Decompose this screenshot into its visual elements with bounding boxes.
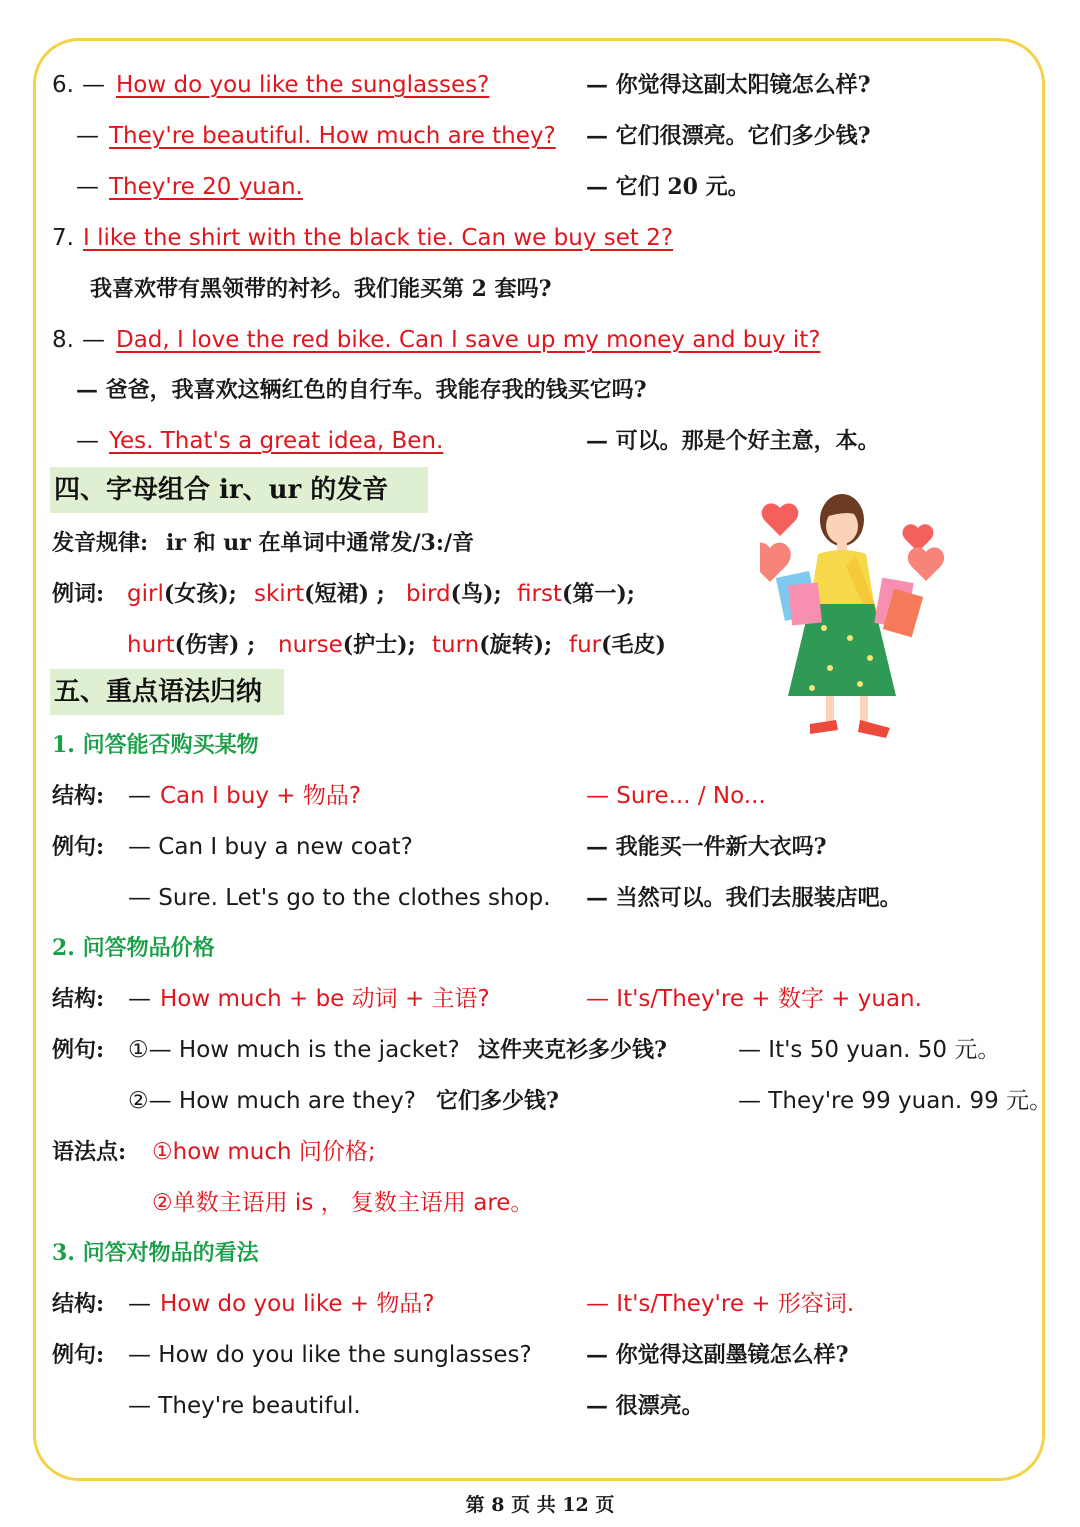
point2-struct-label: 结构: <box>52 986 105 1012</box>
point2-ex1-a: — It's 50 yuan. 50 元。 <box>738 1037 1001 1063</box>
rule-label: 发音规律: <box>52 530 149 556</box>
point1-title: 1. 问答能否购买某物 <box>52 732 259 758</box>
section5-heading: 五、重点语法归纳 <box>54 677 263 707</box>
point2-ex1-q: ①— How much is the jacket? <box>128 1037 460 1063</box>
example-word: first(第一); <box>517 581 635 607</box>
q6-dash-1: — <box>82 72 105 98</box>
section4-heading: 四、字母组合 ir、ur 的发音 <box>54 475 389 505</box>
q7-cn: 我喜欢带有黑领带的衬衫。我们能买第 2 套吗? <box>90 276 552 302</box>
q8-line2-cn: — 爸爸，我喜欢这辆红色的自行车。我能存我的钱买它吗? <box>76 377 647 403</box>
point2-ex2-a: — They're 99 yuan. 99 元。 <box>738 1088 1053 1114</box>
point3-ex-a-cn: — 很漂亮。 <box>586 1393 704 1419</box>
examples-label: 例词: <box>52 581 105 607</box>
shopping-girl-illustration <box>760 488 950 748</box>
q6-number: 6. <box>52 72 74 98</box>
example-word: skirt(短裙) ; <box>254 581 385 607</box>
point3-struct-q: How do you like + 物品? <box>160 1291 435 1317</box>
point3-struct-label: 结构: <box>52 1291 105 1317</box>
q8-line3-en: Yes. That's a great idea, Ben. <box>109 428 444 454</box>
point3-ex-q-cn: — 你觉得这副墨镜怎么样? <box>586 1342 849 1368</box>
point2-struct-dash: — <box>128 986 151 1012</box>
point2-title: 2. 问答物品价格 <box>52 935 215 961</box>
q8-dash-3: — <box>76 428 99 454</box>
point2-ex2-q-cn: 它们多少钱? <box>436 1088 559 1114</box>
point3-ex-q: — How do you like the sunglasses? <box>128 1342 532 1368</box>
example-word: turn(旋转); <box>432 632 553 658</box>
point3-struct-dash: — <box>128 1291 151 1317</box>
example-word: nurse(护士); <box>278 632 416 658</box>
point3-title: 3. 问答对物品的看法 <box>52 1240 259 1266</box>
point3-ex-label: 例句: <box>52 1342 105 1368</box>
example-word: hurt(伤害) ; <box>127 632 256 658</box>
q6-line3-en: They're 20 yuan. <box>109 174 303 200</box>
q7-en: I like the shirt with the black tie. Can we buy set 2? <box>83 225 674 251</box>
point1-ex-label: 例句: <box>52 834 105 860</box>
q8-line1-en: Dad, I love the red bike. Can I save up my money and buy it? <box>116 327 821 353</box>
point2-grammar-1: ①how much 问价格; <box>152 1139 376 1165</box>
point1-ex-a-cn: — 当然可以。我们去服装店吧。 <box>586 885 902 911</box>
example-word: fur(毛皮) <box>569 632 666 658</box>
example-word: girl(女孩); <box>127 581 237 607</box>
point1-ex-q-cn: — 我能买一件新大衣吗? <box>586 834 827 860</box>
point1-struct-a: — Sure... / No... <box>586 783 766 809</box>
q6-line2-cn: — 它们很漂亮。它们多少钱? <box>586 123 871 149</box>
point2-grammar-label: 语法点: <box>52 1139 127 1165</box>
rule-text: ir 和 ur 在单词中通常发/3:/音 <box>166 530 475 556</box>
point3-struct-a: — It's/They're + 形容词. <box>586 1291 855 1317</box>
point2-ex2-q: ②— How much are they? <box>128 1088 417 1114</box>
q6-line1-en: How do you like the sunglasses? <box>116 72 490 98</box>
q8-line3-cn: — 可以。那是个好主意，本。 <box>586 428 880 454</box>
point1-ex-q: — Can I buy a new coat? <box>128 834 413 860</box>
point3-ex-a: — They're beautiful. <box>128 1393 361 1419</box>
q8-dash-1: — <box>82 327 105 353</box>
q8-number: 8. <box>52 327 74 353</box>
q6-line2-en: They're beautiful. How much are they? <box>109 123 556 149</box>
point1-struct-dash: — <box>128 783 151 809</box>
point1-ex-a: — Sure. Let's go to the clothes shop. <box>128 885 551 911</box>
point2-struct-a: — It's/They're + 数字 + yuan. <box>586 986 922 1012</box>
page-number: 第 8 页 共 12 页 <box>465 1494 615 1516</box>
q6-line1-cn: — 你觉得这副太阳镜怎么样? <box>586 72 871 98</box>
point2-grammar-2: ②单数主语用 is ， 复数主语用 are。 <box>152 1190 534 1216</box>
point2-ex1-q-cn: 这件夹克衫多少钱? <box>478 1037 667 1063</box>
point1-struct-label: 结构: <box>52 783 105 809</box>
q6-dash-2: — <box>76 123 99 149</box>
example-word: bird(鸟); <box>406 581 502 607</box>
point2-struct-q: How much + be 动词 + 主语? <box>160 986 490 1012</box>
point1-struct-q: Can I buy + 物品? <box>160 783 362 809</box>
q6-line3-cn: — 它们 20 元。 <box>586 174 750 200</box>
q7-number: 7. <box>52 225 74 251</box>
point2-ex-label: 例句: <box>52 1037 105 1063</box>
q6-dash-3: — <box>76 174 99 200</box>
